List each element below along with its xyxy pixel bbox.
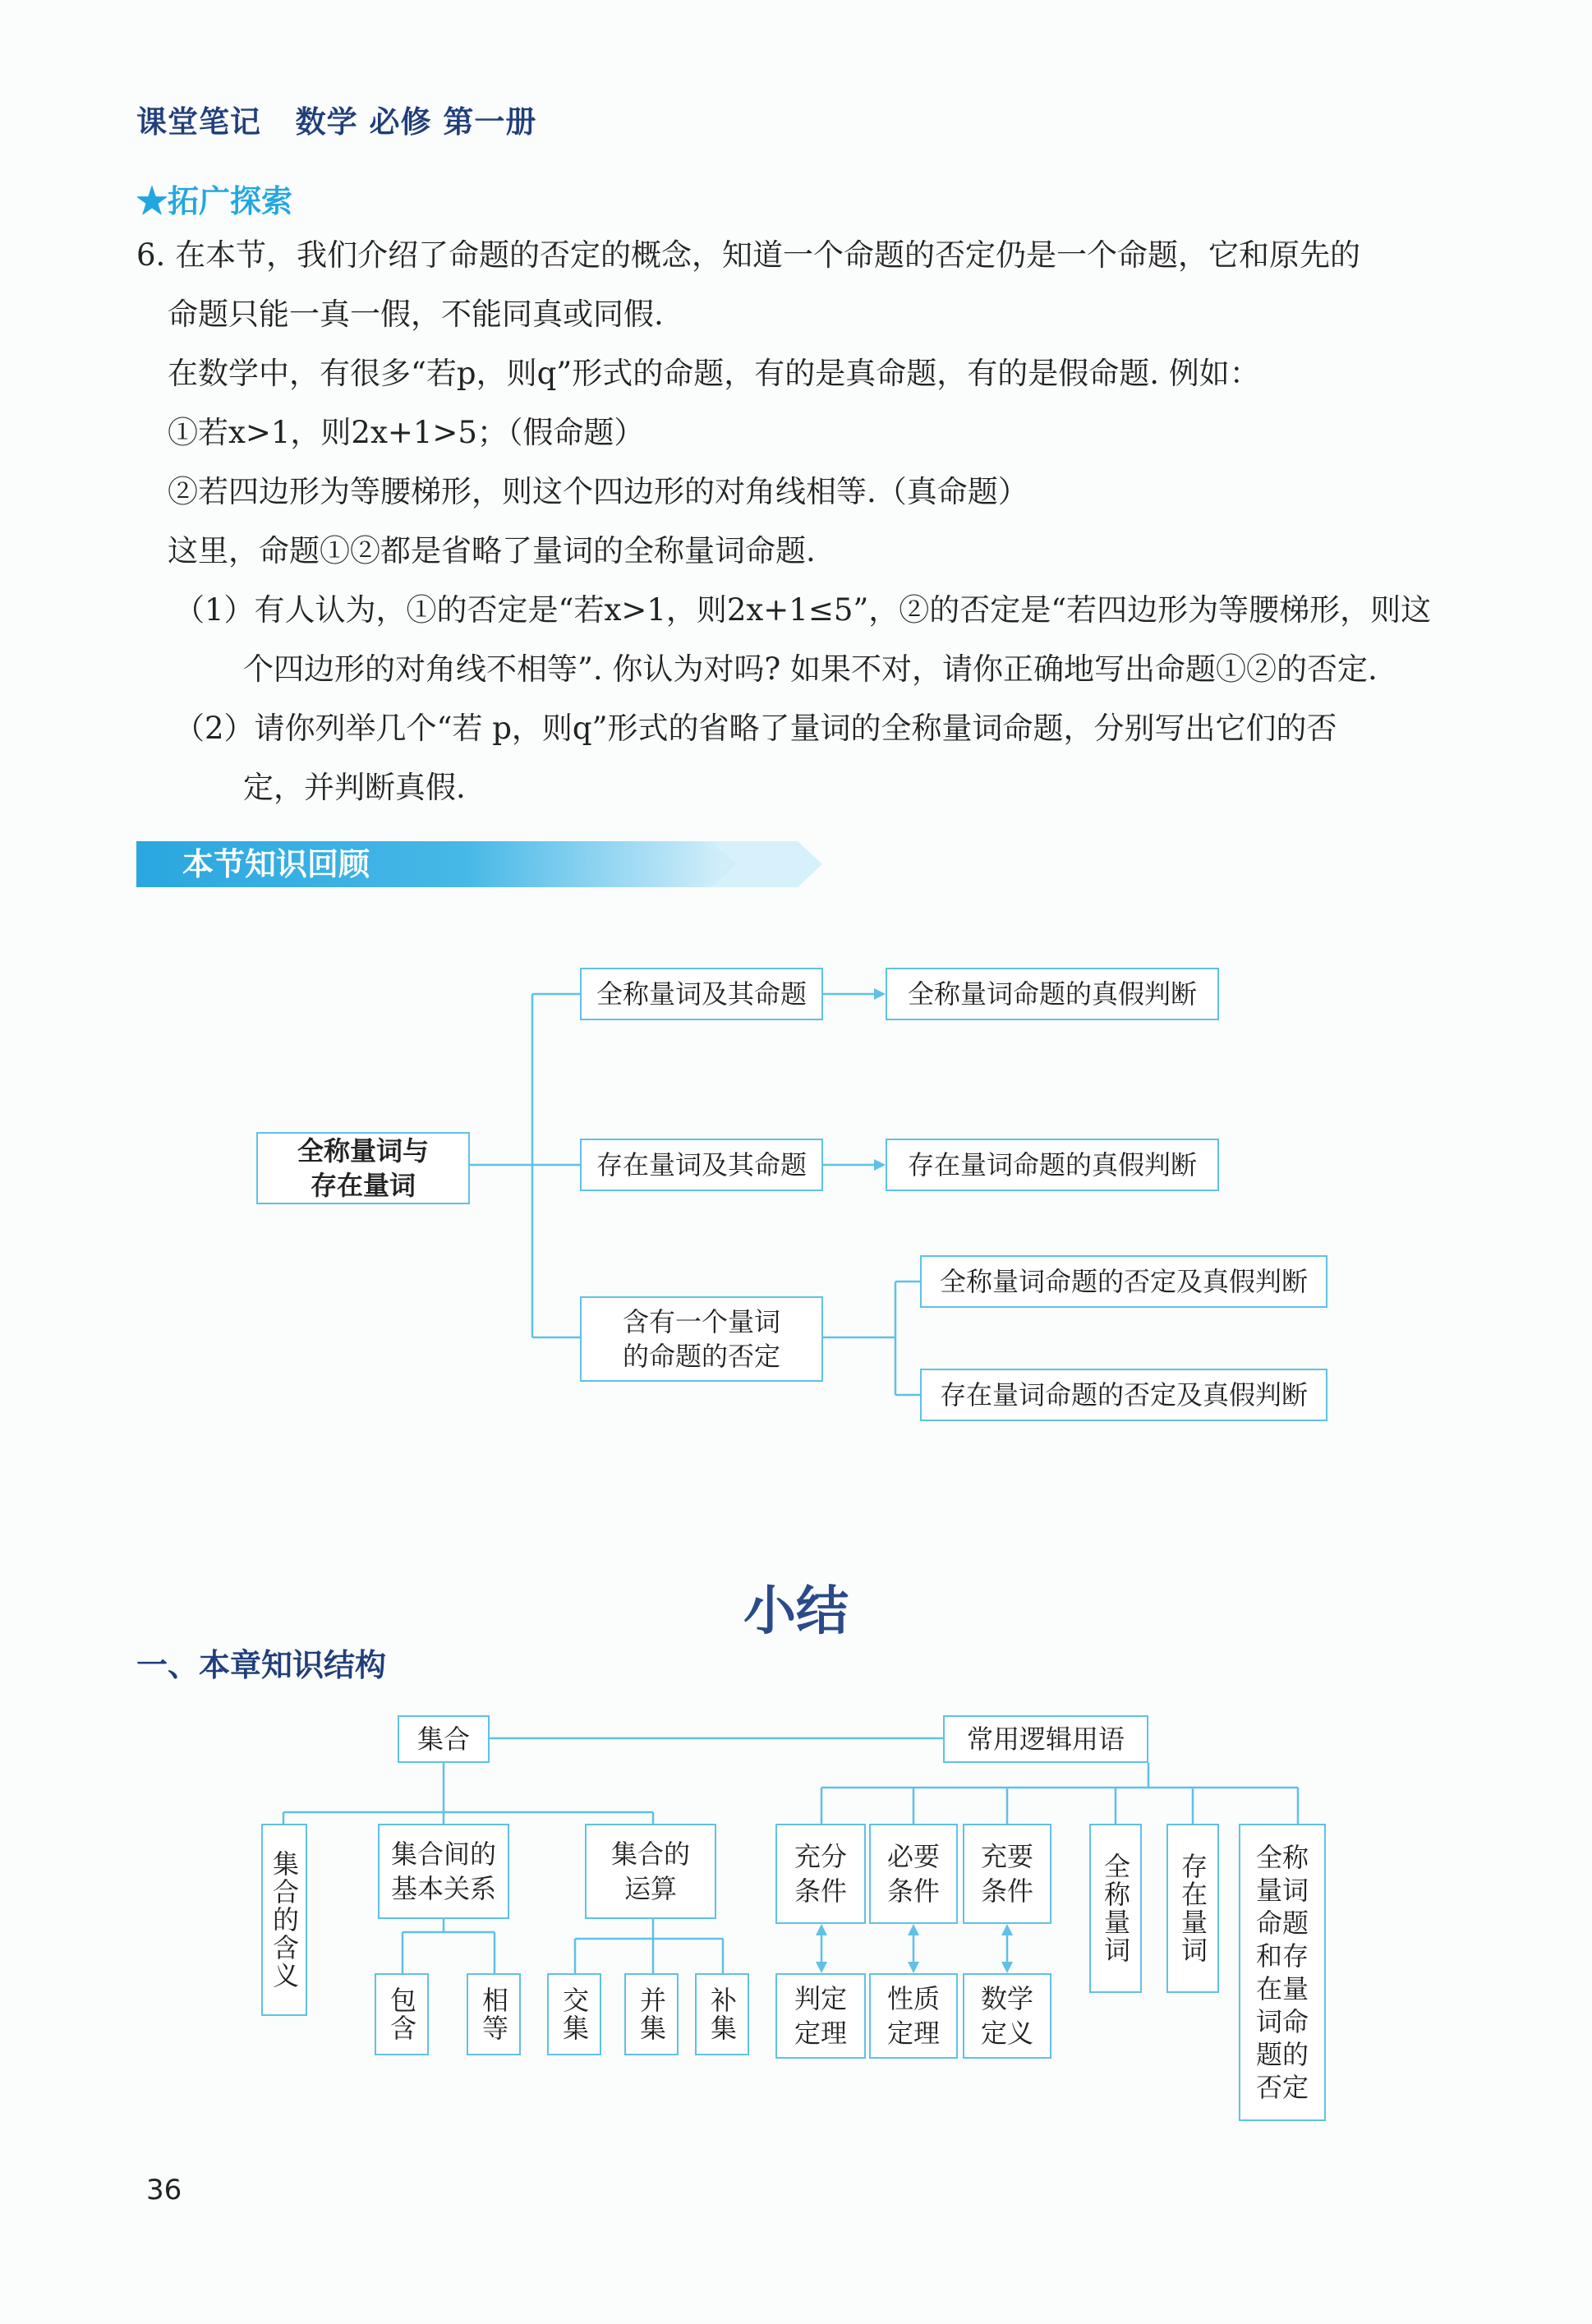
explore-line-8: 个四边形的对角线不相等”. 你认为对吗? 如果不对，请你正确地写出命题①②的否定.: [243, 651, 1378, 687]
node-quantifier-negation: 全称 量词 命题 和存 在量 词命 题的 否定: [1239, 1824, 1326, 2121]
section-knowledge-structure: 一、本章知识结构: [136, 1647, 387, 1683]
node-set-meaning: 集合的含义: [261, 1824, 307, 2016]
node-exist-quantifier: 存在量词: [1166, 1824, 1219, 1993]
node-intersection: 交集: [547, 1973, 601, 2055]
explore-line-2: 命题只能一真一假，不能同真或同假.: [168, 297, 664, 332]
explore-line-9: （2）请你列举几个“若 p，则q”形式的省略了量词的全称量词命题，分别写出它们的否: [174, 711, 1337, 746]
summary-title: 小结: [743, 1581, 849, 1642]
node-set-relation: 集合间的 基本关系: [378, 1824, 509, 1919]
node-complement: 补集: [695, 1973, 749, 2055]
node-theorem-judge: 判定 定理: [775, 1973, 866, 2059]
review-branch-universal: 全称量词及其命题: [580, 968, 823, 1020]
explore-line-7: （1）有人认为，①的否定是“若x>1，则2x+1≤5”，②的否定是“若四边形为等腰梯形，则这: [174, 592, 1432, 628]
review-branch-negation: 含有一个量词 的命题的否定: [580, 1296, 823, 1382]
review-branch-exist: 存在量词及其命题: [580, 1139, 823, 1191]
node-sufficient: 充分 条件: [775, 1824, 866, 1924]
review-universal-negation: 全称量词命题的否定及真假判断: [920, 1255, 1327, 1308]
node-universal-quantifier: 全称量词: [1089, 1824, 1142, 1993]
review-exist-negation: 存在量词命题的否定及真假判断: [920, 1369, 1327, 1421]
explore-line-4: ①若x>1，则2x+1>5；（假命题）: [168, 415, 645, 450]
page-number: 36: [146, 2174, 182, 2207]
review-exist-truth: 存在量词命题的真假判断: [886, 1139, 1219, 1191]
node-equal: 相等: [467, 1973, 521, 2055]
node-sufficient-necessary: 充要 条件: [963, 1824, 1051, 1924]
explore-line-1: 6. 在本节，我们介绍了命题的否定的概念，知道一个命题的否定仍是一个命题，它和原先的: [136, 237, 1361, 273]
header-title: 课堂笔记 数学 必修 第一册: [136, 104, 537, 140]
node-union: 并集: [624, 1973, 679, 2055]
node-logic: 常用逻辑用语: [943, 1715, 1148, 1763]
review-root-node: 全称量词与 存在量词: [256, 1132, 470, 1204]
node-necessary: 必要 条件: [869, 1824, 958, 1924]
node-theorem-property: 性质 定理: [869, 1973, 958, 2059]
explore-title: ★拓广探索: [136, 182, 293, 219]
explore-line-6: 这里，命题①②都是省略了量词的全称量词命题.: [168, 533, 816, 568]
explore-line-3: 在数学中，有很多“若p，则q”形式的命题，有的是真命题，有的是假命题. 例如：: [168, 356, 1260, 391]
node-set: 集合: [398, 1715, 490, 1763]
explore-line-10: 定，并判断真假.: [243, 770, 466, 805]
review-universal-truth: 全称量词命题的真假判断: [886, 968, 1219, 1020]
node-set-operation: 集合的 运算: [585, 1824, 716, 1919]
node-contain: 包含: [375, 1973, 429, 2055]
explore-line-5: ②若四边形为等腰梯形，则这个四边形的对角线相等.（真命题）: [168, 474, 1028, 509]
node-math-definition: 数学 定义: [963, 1973, 1051, 2059]
review-title: 本节知识回顾: [182, 846, 370, 882]
